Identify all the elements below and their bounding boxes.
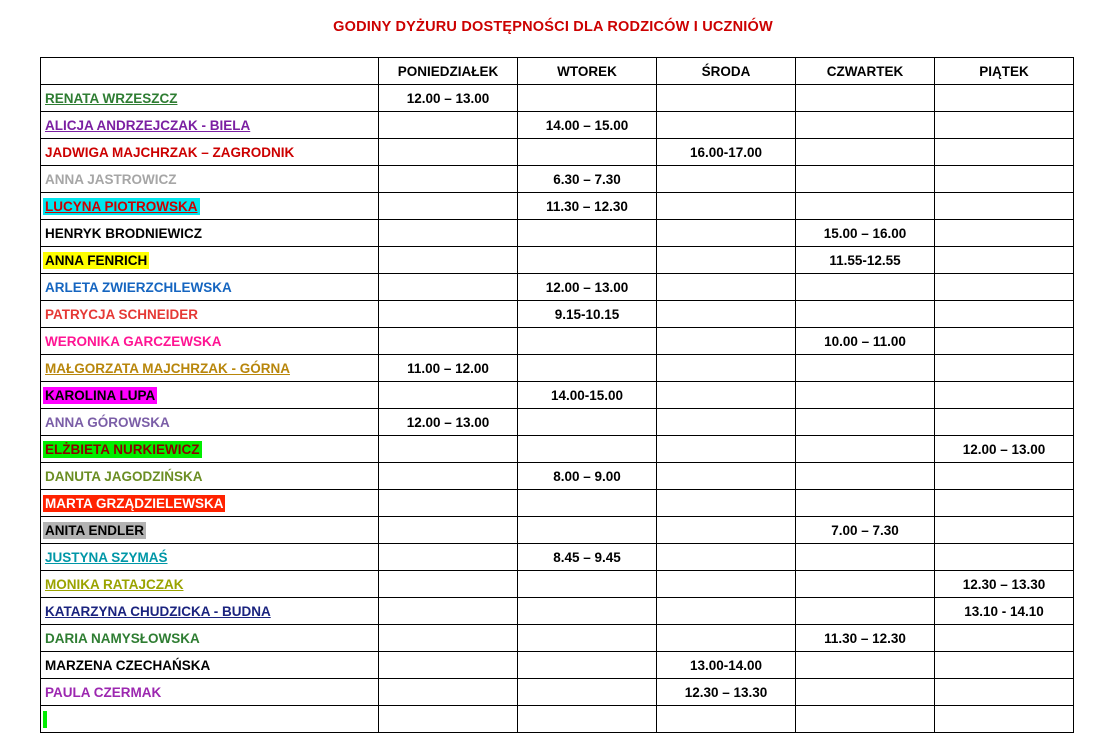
teacher-name: MARTA GRZĄDZIELEWSKA [45,495,224,511]
table-row [41,112,1074,139]
time-cell [935,193,1074,220]
time-cell: 12.00 – 13.00 [935,436,1074,463]
time-cell [379,166,518,193]
teacher-name: DARIA NAMYSŁOWSKA [45,630,200,646]
time-cell: 12.30 – 13.30 [657,679,796,706]
time-cell [379,463,518,490]
time-cell [657,112,796,139]
time-cell [796,193,935,220]
teacher-name-cell [41,112,379,139]
time-cell [796,436,935,463]
time-cell [518,598,657,625]
teacher-name-cell [41,598,379,625]
time-cell [935,463,1074,490]
time-cell [935,652,1074,679]
teacher-name: MONIKA RATAJCZAK [45,576,184,592]
teacher-name-cell [41,679,379,706]
header-thursday: CZWARTEK [796,58,935,85]
teacher-name-cell [41,355,379,382]
time-cell [657,463,796,490]
time-cell: 14.00 – 15.00 [518,112,657,139]
teacher-name: ANNA FENRICH [45,252,148,268]
time-cell: 11.30 – 12.30 [518,193,657,220]
time-cell [518,706,657,733]
teacher-name-cell [41,220,379,247]
time-cell [657,193,796,220]
time-cell: 15.00 – 16.00 [796,220,935,247]
time-cell [935,328,1074,355]
table-row [41,139,1074,166]
teacher-name-cell [41,571,379,598]
time-cell [657,220,796,247]
time-cell [935,301,1074,328]
time-cell [379,625,518,652]
time-cell [657,247,796,274]
table-row [41,625,1074,652]
time-cell [379,436,518,463]
teacher-name-cell [41,652,379,679]
teacher-name-cell [41,274,379,301]
time-cell [796,706,935,733]
teacher-name-cell [41,301,379,328]
teacher-name: KAROLINA LUPA [45,387,156,403]
teacher-name: ANNA JASTROWICZ [45,171,177,187]
teacher-name: JUSTYNA SZYMAŚ [45,549,168,565]
time-cell [657,355,796,382]
table-row [41,85,1074,112]
time-cell: 11.30 – 12.30 [796,625,935,652]
time-cell [657,301,796,328]
teacher-name: JADWIGA MAJCHRZAK – ZAGRODNIK [45,144,295,160]
time-cell [935,274,1074,301]
teacher-name [43,711,47,728]
table-row [41,220,1074,247]
time-cell [518,490,657,517]
time-cell [518,679,657,706]
time-cell [796,85,935,112]
header-tuesday: WTOREK [518,58,657,85]
time-cell [379,571,518,598]
teacher-name-cell [41,328,379,355]
table-row [41,247,1074,274]
table-row [41,706,1074,733]
time-cell: 7.00 – 7.30 [796,517,935,544]
time-cell: 12.00 – 13.00 [518,274,657,301]
table-row [41,679,1074,706]
teacher-name-cell [41,247,379,274]
time-cell: 12.30 – 13.30 [935,571,1074,598]
time-cell [518,436,657,463]
time-cell [379,274,518,301]
table-row [41,436,1074,463]
time-cell [796,112,935,139]
teacher-name: ANITA ENDLER [45,522,144,538]
time-cell [796,139,935,166]
time-cell: 8.45 – 9.45 [518,544,657,571]
teacher-name-cell [41,382,379,409]
time-cell [379,220,518,247]
time-cell [657,544,796,571]
time-cell [518,85,657,112]
time-cell [518,220,657,247]
table-row [41,382,1074,409]
teacher-name: RENATA WRZESZCZ [45,90,178,106]
time-cell [935,544,1074,571]
table-row [41,409,1074,436]
time-cell [518,328,657,355]
teacher-name: LUCYNA PIOTROWSKA [45,198,198,214]
time-cell [379,328,518,355]
table-row [41,571,1074,598]
time-cell [518,517,657,544]
time-cell [796,355,935,382]
time-cell [796,598,935,625]
time-cell [796,166,935,193]
teacher-name: PATRYCJA SCHNEIDER [45,306,199,322]
teacher-name-cell [41,463,379,490]
time-cell [518,652,657,679]
table-row [41,193,1074,220]
time-cell [796,679,935,706]
time-cell [379,247,518,274]
time-cell: 6.30 – 7.30 [518,166,657,193]
time-cell [518,355,657,382]
table-row [41,355,1074,382]
schedule-table [40,57,1074,733]
time-cell: 16.00-17.00 [657,139,796,166]
page-title: GODINY DYŻURU DOSTĘPNOŚCI DLA RODZICÓW I UCZNIÓW [333,19,773,35]
time-cell [657,571,796,598]
time-cell [518,571,657,598]
time-cell [379,490,518,517]
teacher-name: WERONIKA GARCZEWSKA [45,333,222,349]
table-header-row [41,58,1074,85]
time-cell [796,409,935,436]
teacher-name: MAŁGORZATA MAJCHRZAK - GÓRNA [45,360,290,376]
table-row [41,463,1074,490]
time-cell [657,517,796,544]
time-cell [379,301,518,328]
schedule-table-container [0,57,1106,733]
time-cell [379,652,518,679]
time-cell: 8.00 – 9.00 [518,463,657,490]
time-cell [796,301,935,328]
header-friday: PIĄTEK [935,58,1074,85]
teacher-name: ELŻBIETA NURKIEWICZ [45,441,200,457]
time-cell: 13.10 - 14.10 [935,598,1074,625]
table-row [41,598,1074,625]
time-cell [935,220,1074,247]
time-cell [518,625,657,652]
table-row [41,301,1074,328]
time-cell: 12.00 – 13.00 [379,409,518,436]
time-cell: 14.00-15.00 [518,382,657,409]
time-cell [379,193,518,220]
teacher-name-cell [41,436,379,463]
teacher-name-cell [41,166,379,193]
table-row [41,517,1074,544]
time-cell [935,517,1074,544]
table-row [41,274,1074,301]
table-row [41,328,1074,355]
teacher-name: KATARZYNA CHUDZICKA - BUDNA [45,603,271,619]
time-cell [796,382,935,409]
header-name [41,58,379,85]
time-cell: 12.00 – 13.00 [379,85,518,112]
teacher-name: ALICJA ANDRZEJCZAK - BIELA [45,117,251,133]
time-cell [518,409,657,436]
table-row [41,490,1074,517]
teacher-name-cell [41,139,379,166]
teacher-name-cell [41,517,379,544]
time-cell [796,652,935,679]
time-cell [657,409,796,436]
time-cell: 9.15-10.15 [518,301,657,328]
teacher-name-cell [41,193,379,220]
time-cell [935,625,1074,652]
table-body [41,85,1074,733]
teacher-name: MARZENA CZECHAŃSKA [45,657,211,673]
time-cell: 10.00 – 11.00 [796,328,935,355]
teacher-name: ANNA GÓROWSKA [45,414,170,430]
time-cell [935,490,1074,517]
teacher-name-cell [41,706,379,733]
time-cell [657,274,796,301]
time-cell [796,571,935,598]
header-wednesday: ŚRODA [657,58,796,85]
time-cell [379,139,518,166]
time-cell [657,598,796,625]
teacher-name: ARLETA ZWIERZCHLEWSKA [45,279,232,295]
teacher-name: DANUTA JAGODZIŃSKA [45,468,203,484]
time-cell [657,706,796,733]
time-cell [796,490,935,517]
time-cell [379,112,518,139]
time-cell [379,706,518,733]
time-cell [935,166,1074,193]
time-cell [518,247,657,274]
time-cell [657,166,796,193]
teacher-name-cell [41,544,379,571]
teacher-name: HENRYK BRODNIEWICZ [45,225,202,241]
time-cell [935,679,1074,706]
table-row [41,652,1074,679]
time-cell: 13.00-14.00 [657,652,796,679]
time-cell [657,490,796,517]
teacher-name: PAULA CZERMAK [45,684,162,700]
time-cell [379,517,518,544]
time-cell [657,382,796,409]
table-row [41,166,1074,193]
time-cell [379,679,518,706]
time-cell [935,706,1074,733]
time-cell [657,328,796,355]
time-cell: 11.00 – 12.00 [379,355,518,382]
time-cell [796,463,935,490]
header-monday: PONIEDZIAŁEK [379,58,518,85]
time-cell [379,544,518,571]
time-cell [796,544,935,571]
time-cell [379,382,518,409]
time-cell [518,139,657,166]
time-cell [657,625,796,652]
teacher-name-cell [41,490,379,517]
time-cell [935,409,1074,436]
time-cell [935,85,1074,112]
time-cell [935,355,1074,382]
time-cell: 11.55-12.55 [796,247,935,274]
time-cell [935,112,1074,139]
time-cell [935,247,1074,274]
table-row [41,544,1074,571]
teacher-name-cell [41,625,379,652]
time-cell [935,139,1074,166]
time-cell [379,598,518,625]
time-cell [657,436,796,463]
time-cell [796,274,935,301]
teacher-name-cell [41,409,379,436]
time-cell [657,85,796,112]
time-cell [935,382,1074,409]
teacher-name-cell [41,85,379,112]
